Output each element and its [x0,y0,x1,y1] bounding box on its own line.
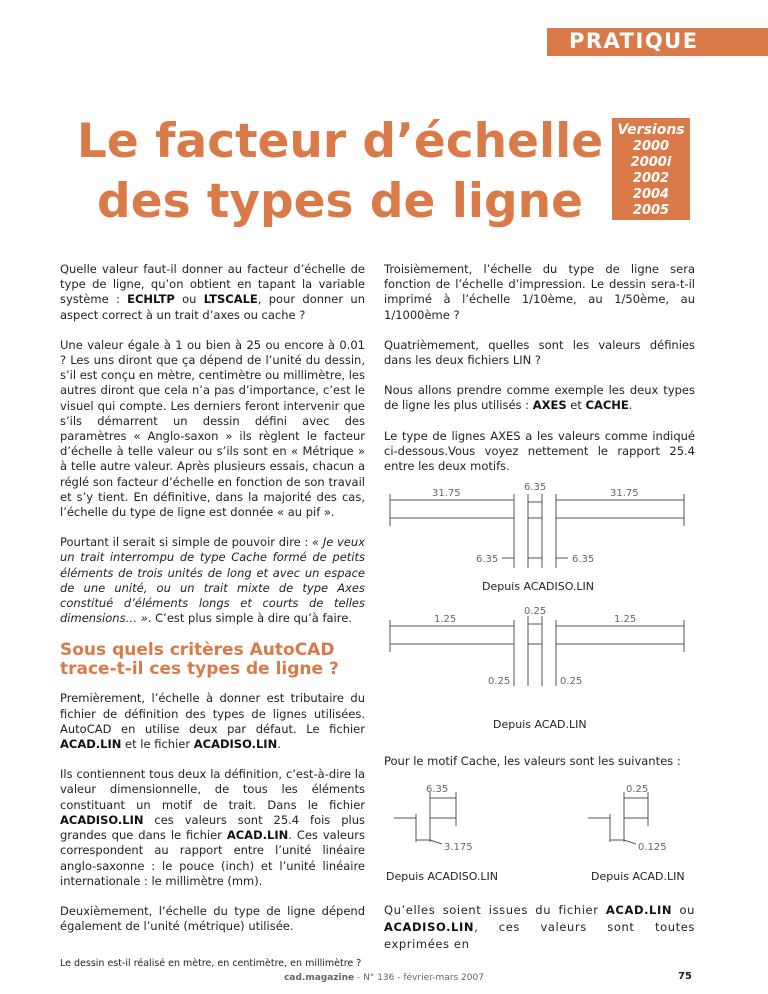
paragraph: Quelle valeur faut-il donner au facteur d’échelle de type de ligne, qu’on obtient en tapant la variable système : ECHLTP ou LTSCALE, pour donner un aspect correct à un trait d’axes ou cache ? [60,262,365,322]
axes-iso-figure [384,478,696,578]
keyword: ACADISO.LIN [193,737,278,752]
version-item: 2004 [632,187,670,202]
article-title [60,112,620,232]
axes-acad-long-right: 1.25 [614,614,637,625]
right-column-bottom [384,902,695,953]
keyword: ACADISO.LIN [60,812,144,827]
paragraph: Qu’elles soient issues du fichier ACAD.LIN ou ACADISO.LIN, ces valeurs sont toutes exprimées en [384,903,695,951]
section-heading: Sous quels critères AutoCAD trace-t-il ces types de ligne ? [60,640,339,680]
axes-iso-long-right: 31.75 [610,488,639,499]
paragraph: Ils contiennent tous deux la définition, c’est-à-dire la valeur dimensionnelle, de tous les éléments constituant un motif de trait. Dans le fichier ACADISO.LIN ces valeurs sont 25.4 fois plus grandes que dans le fichier ACAD.LIN. Ces valeurs correspondent au rapport entre l’unité linéaire anglo-saxonne : le pouce (inch) et l’unité linéaire internationale : le millimètre (mm). [60,767,365,888]
figure-caption: Depuis ACADISO.LIN [482,580,595,593]
versions-label: Versions [617,122,685,138]
paragraph: Nous allons prendre comme exemple les deux types de ligne les plus utilisés : AXES et CACHE. [384,383,695,413]
paragraph: Deuxièmement, l’échelle du type de ligne dépend également de l’unité (métrique) utilisée. [60,903,365,934]
axes-acad-gap-left: 0.25 [488,676,511,687]
paragraph: Le dessin est-il réalisé en mètre, en centimètre, en millimètre ? [60,958,362,970]
page-number: 75 [678,971,692,982]
section-tag-label: PRATIQUE [569,29,699,53]
keyword: ACAD.LIN [605,903,673,917]
keyword: ECHLTP [127,292,175,307]
axes-acad-figure [384,604,696,694]
cache-iso-figure [394,778,524,858]
keyword: CACHE [585,398,629,413]
figure-caption: Depuis ACADISO.LIN [386,870,499,883]
left-column [60,262,365,987]
paragraph: Le type de lignes AXES a les valeurs comme indiqué ci-dessous.Vous voyez nettement le rapport 25.4 entre les deux motifs. [384,428,695,474]
version-item: 2000 [632,139,670,154]
axes-iso-long-left: 31.75 [432,488,461,499]
keyword: ACAD.LIN [226,828,289,843]
section-tag [547,28,768,56]
axes-acad-short: 0.25 [524,606,547,617]
right-column-top [384,262,695,489]
paragraph: Pourtant il serait si simple de pouvoir dire : « Je veux un trait interrompu de type Cache formé de petits éléments de trois unités de long et avec un espace de une unité, ou un trait mixte de type Axes constitué d’éléments longs et courts de telles dimensions… ». C’est plus simple à dire qu’à faire. [60,535,365,626]
keyword: AXES [532,398,567,413]
versions-badge [612,118,690,220]
issue-info: - N° 136 - février-mars 2007 [354,973,484,983]
title-line-1: Le facteur d’échelle [76,114,604,169]
cache-iso-dash: 6.35 [426,784,449,795]
title-line-2: des types de ligne [97,174,583,229]
page-footer [0,973,768,983]
cache-acad-dash: 0.25 [626,784,649,795]
magazine-name: cad.magazine [284,973,355,983]
paragraph: Une valeur égale à 1 ou bien à 25 ou encore à 0.01 ? Les uns diront que ça dépend de l’unité du dessin, s’il est conçu en mètre, centimètre ou millimètre, les autres diront que cela n’a pas d’importance, c’est le visuel qui compte. Les derniers feront intervenir que s’ils démarrent un dessin défini avec des paramètres « Anglo-saxon » ils règlent le facteur d’échelle à telle valeur ou s’ils sont en « Métrique » à telle autre valeur. Après plusieurs essais, chacun a réglé son facteur d’échelle en fonction de son travail et s’y tient. En définitive, dans la majorité des cas, l’échelle du type de ligne est donnée « au pif ». [60,337,365,520]
keyword: LTSCALE [203,292,258,307]
axes-iso-gap-left: 6.35 [476,554,499,565]
figure-caption: Depuis ACAD.LIN [591,870,685,883]
cache-acad-gap: 0.125 [638,842,667,853]
paragraph: Premièrement, l’échelle à donner est tributaire du fichier de définition des types de lignes utilisées. AutoCAD en utilise deux par défaut. Le fichier ACAD.LIN et le fichier ACADISO.LIN. [60,691,365,752]
axes-acad-long-left: 1.25 [434,614,457,625]
keyword: ACADISO.LIN [384,920,475,934]
version-item: 2002 [632,171,670,186]
version-item: 2000i [630,155,672,170]
axes-iso-short: 6.35 [524,482,547,493]
axes-acad-gap-right: 0.25 [560,676,583,687]
cache-iso-gap: 3.175 [444,842,473,853]
paragraph: Quatrièmement, quelles sont les valeurs définies dans les deux fichiers LIN ? [384,337,695,368]
version-item: 2005 [632,203,670,218]
figure-caption: Depuis ACAD.LIN [493,718,587,731]
keyword: ACAD.LIN [60,737,122,752]
cache-acad-figure [588,778,698,858]
paragraph: Troisièmement, l’échelle du type de ligne sera fonction de l’échelle d’impression. Le dessin sera-t-il imprimé à l’échelle 1/10ème, au 1/50ème, au 1/1000ème ? [384,262,695,322]
paragraph: Pour le motif Cache, les valeurs sont les suivantes : [384,754,681,768]
axes-iso-gap-right: 6.35 [572,554,595,565]
